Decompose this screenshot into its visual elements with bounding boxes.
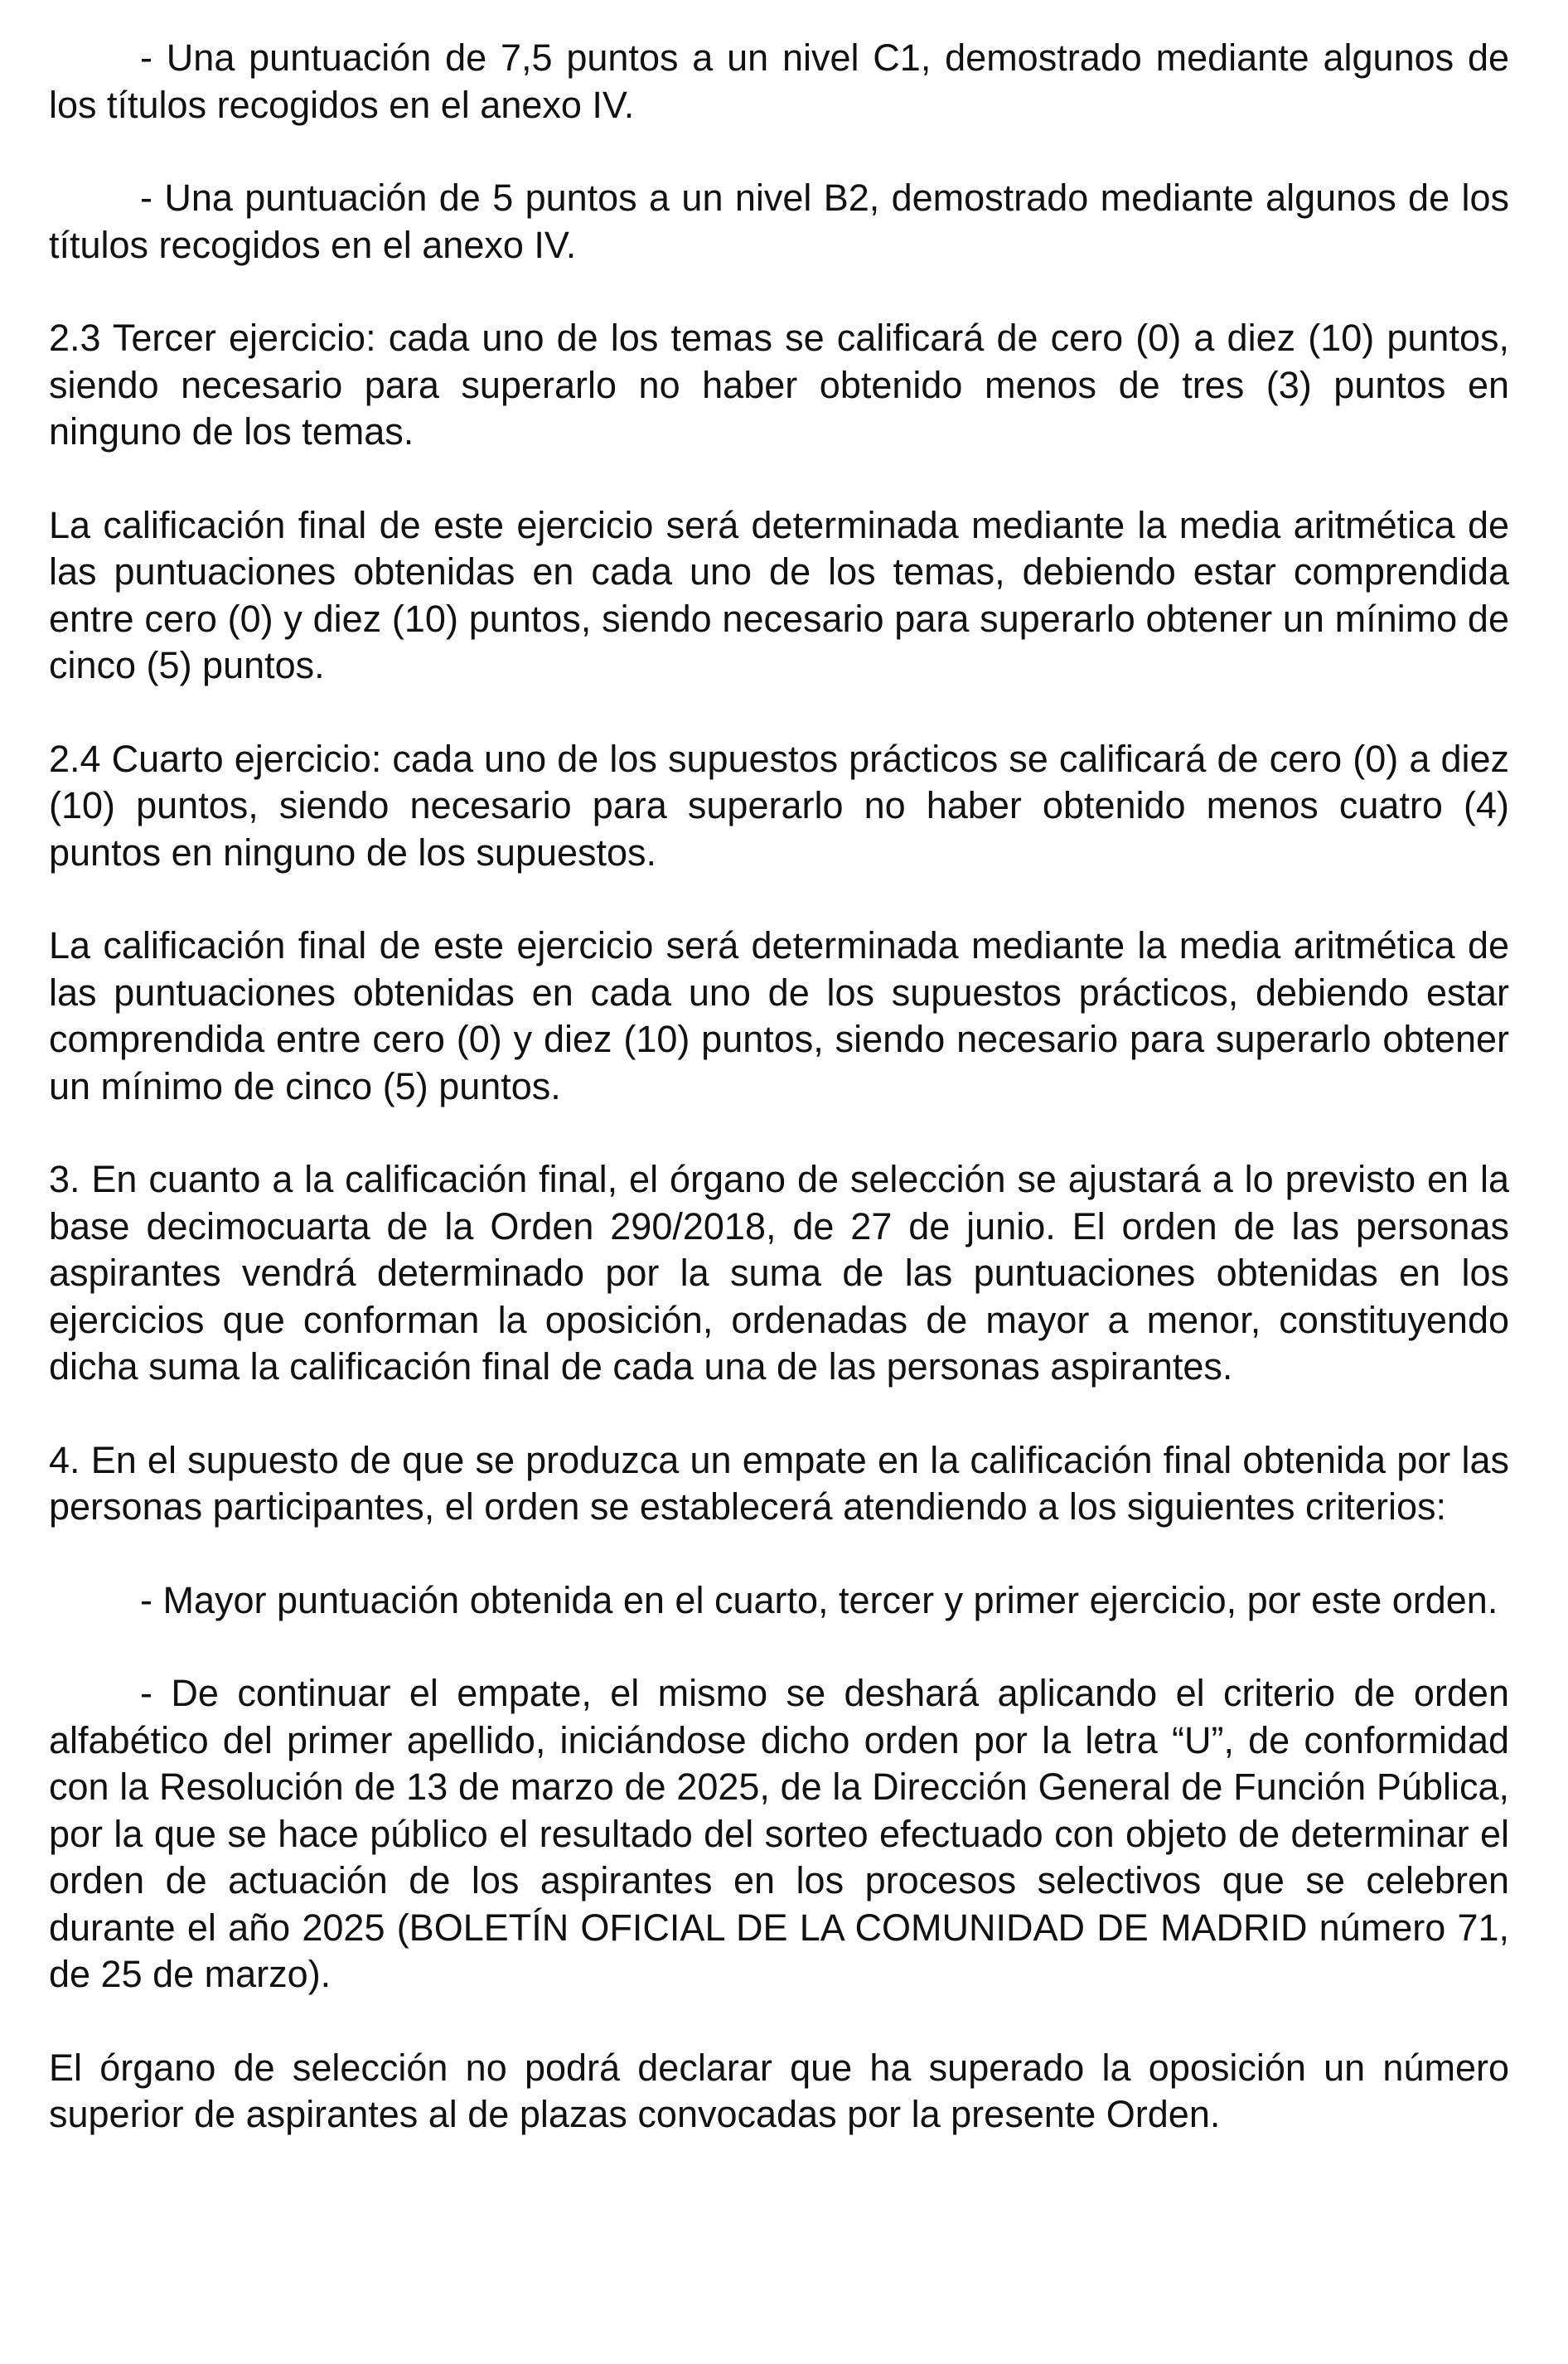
- document-page: [49, 35, 1509, 2139]
- paragraph-tie-break: 4. En el supuesto de que se produzca un empate en la calificación final obtenida por las personas participantes, el orden se establecerá atendiendo a los siguientes criterios:: [49, 1438, 1509, 1528]
- paragraph-selection-limit: El órgano de selección no podrá declarar que ha superado la oposición un número superior de aspirantes al de plazas convocadas por la presente Orden.: [49, 2046, 1509, 2135]
- paragraph-b2-score: - Una puntuación de 5 puntos a un nivel B2, demostrado mediante algunos de los títulos recogidos en el anexo IV.: [49, 177, 1509, 266]
- paragraph-fourth-exercise-final-score: La calificación final de este ejercicio será determinada mediante la media aritmética de las puntuaciones obtenidas en cada uno de los supuestos prácticos, debiendo estar comprendida entre cero (0) y diez (10) puntos, siendo necesario para superarlo obtener un mínimo de cinco (5) puntos.: [49, 924, 1509, 1107]
- paragraph-c1-score: - Una puntuación de 7,5 puntos a un nivel C1, demostrado mediante algunos de los títulos recogidos en el anexo IV.: [49, 36, 1509, 126]
- paragraph-final-qualification: 3. En cuanto a la calificación final, el órgano de selección se ajustará a lo previsto en la base decimocuarta de la Orden 290/2018, de 27 de junio. El orden de las personas aspirantes vendrá determinado por la suma de las puntuaciones obtenidas en los ejercicios que conforman la oposición, ordenadas de mayor a menor, constituyendo dicha suma la calificación final de cada una de las personas aspirantes.: [49, 1158, 1509, 1388]
- paragraph-third-exercise: 2.3 Tercer ejercicio: cada uno de los temas se calificará de cero (0) a diez (10) puntos, siendo necesario para superarlo no haber obtenido menos de tres (3) puntos en ninguno de los temas.: [49, 317, 1509, 453]
- paragraph-fourth-exercise: 2.4 Cuarto ejercicio: cada uno de los supuestos prácticos se calificará de cero (0) a diez (10) puntos, siendo necesario para superarlo no haber obtenido menos cuatro (4) puntos en ninguno de los supuestos.: [49, 737, 1509, 874]
- paragraph-third-exercise-final-score: La calificación final de este ejercicio será determinada mediante la media aritmética de las puntuaciones obtenidas en cada uno de los temas, debiendo estar comprendida entre cero (0) y diez (10) puntos, siendo necesario para superarlo obtener un mínimo de cinco (5) puntos.: [49, 503, 1509, 686]
- paragraph-tie-criterion-1: - Mayor puntuación obtenida en el cuarto, tercer y primer ejercicio, por este orden.: [140, 1578, 1498, 1621]
- paragraph-tie-criterion-2: - De continuar el empate, el mismo se deshará aplicando el criterio de orden alfabético del primer apellido, iniciándose dicho orden por la letra “U”, de conformidad con la Resolución de 13 de marzo de 2025, de la Dirección General de Función Pública, por la que se hace público el resultado del sorteo efectuado con objeto de determinar el orden de actuación de los aspirantes en los procesos selectivos que se celebren durante el año 2025 (BOLETÍN OFICIAL DE LA COMUNIDAD DE MADRID número 71, de 25 de marzo).: [49, 1672, 1509, 1995]
